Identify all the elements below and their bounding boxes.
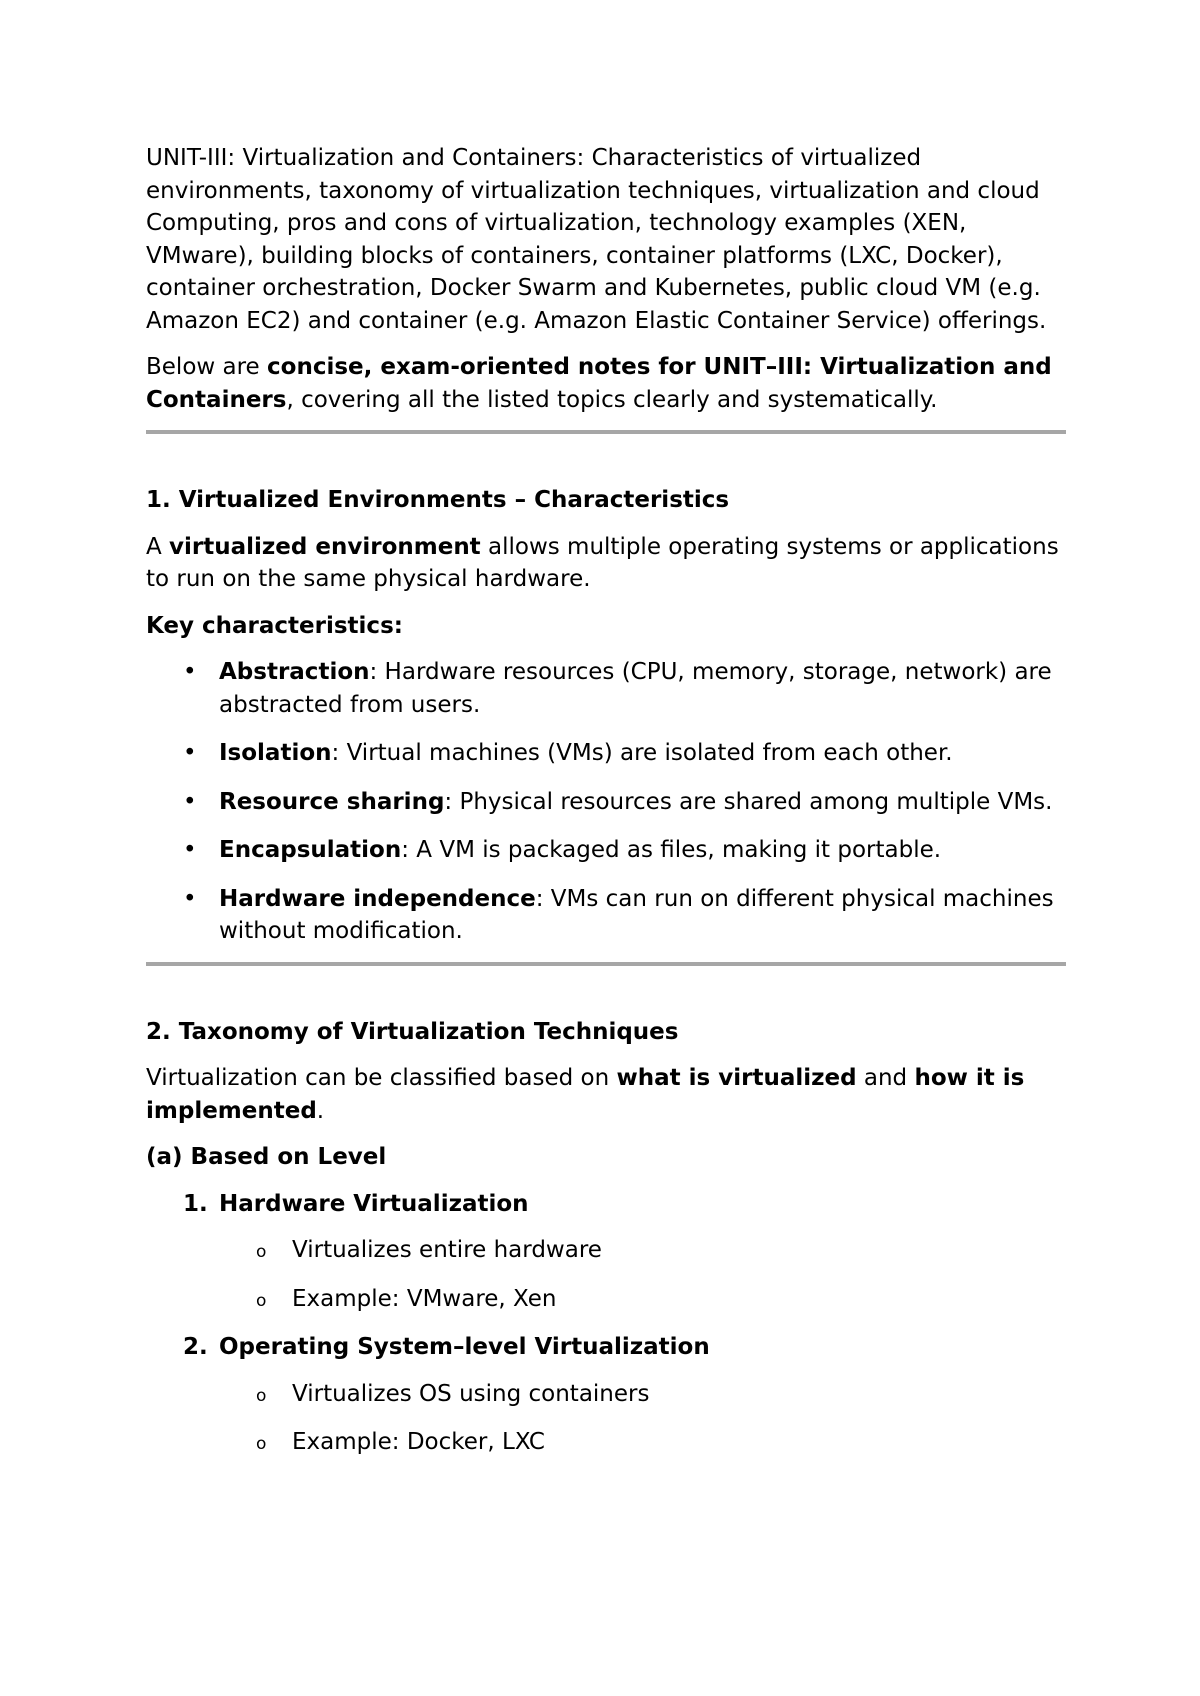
point-text: Virtualizes entire hardware [292,1237,602,1263]
level-title: Hardware Virtualization [219,1190,529,1217]
item-desc: : Physical resources are shared among multiple VMs. [444,788,1053,815]
item-term: Encapsulation [219,837,402,863]
section-1-heading: 1. Virtualized Environments – Characteristics [146,487,730,513]
summary-text: Below are [146,354,268,380]
level-title: Operating System–level Virtualization [219,1334,710,1360]
list-item [146,883,1066,948]
section-2-paragraph [146,1062,1066,1127]
summary-text-end: , covering all the listed topics clearly and systematically. [286,386,938,413]
list-item [146,737,1066,770]
circle-bullet-icon: o [256,1434,267,1454]
para-text-mid: and [856,1065,915,1091]
section-2-heading: 2. Taxonomy of Virtualization Techniques [146,1018,679,1045]
list-item [219,1234,1066,1267]
item-term: Isolation [219,740,332,766]
point-text: Example: Docker, LXC [292,1429,545,1455]
para-bold: virtualized environment [169,533,481,560]
item-desc: : A VM is packaged as files, making it portable. [401,837,942,863]
list-item [219,1378,1066,1411]
levels-list [146,1188,1066,1459]
list-item [146,656,1066,721]
para-bold: how it is implemented [146,1065,1025,1124]
item-desc: : VMs can run on different physical machines without modification. [219,885,1054,944]
para-bold: what is virtualized [616,1065,857,1091]
level-item [146,1188,1066,1316]
document-content [146,142,1066,1475]
level-item [146,1331,1066,1459]
level-points [219,1234,1066,1315]
item-term: Resource sharing [219,788,445,815]
section-1-paragraph [146,531,1066,596]
key-characteristics-label: Key characteristics: [146,612,403,639]
characteristics-list [146,656,1066,948]
level-number: 2. [183,1334,208,1360]
bullet-icon: • [183,740,197,766]
summary-bold: concise, exam-oriented notes for UNIT–III: Virtualization and Containers [146,354,1052,413]
bullet-icon: • [183,659,197,685]
based-on-level-heading: (a) Based on Level [146,1144,387,1170]
point-text: Example: VMware, Xen [292,1285,557,1312]
list-item [146,786,1066,819]
level-points [219,1378,1066,1459]
item-term: Abstraction [219,659,370,685]
list-item [146,834,1066,867]
list-item [219,1426,1066,1459]
horizontal-rule [146,962,1066,966]
syllabus-paragraph: UNIT-III: Virtualization and Containers: Characteristics of virtualized environments, taxonomy of virtualization techniques, virtualization and cloud Computing, pros and cons of virtualization, technology examples (XEN, VMware), building blocks of containers, container platforms (LXC, Docker), container orchestration, Docker Swarm and Kubernetes, public cloud VM (e.g. Amazon EC2) and container (e.g. Amazon Elastic Container Service) offerings. [146,145,1047,334]
level-number: 1. [183,1190,208,1217]
circle-bullet-icon: o [256,1385,267,1406]
list-item [219,1283,1066,1316]
item-desc: : Virtual machines (VMs) are isolated from each other. [331,740,953,766]
horizontal-rule [146,430,1066,434]
para-text-end: allows multiple operating systems or applications to run on the same physical hardware. [146,533,1059,592]
bullet-icon: • [183,837,197,863]
bullet-icon: • [183,885,197,912]
item-term: Hardware independence [219,885,536,912]
para-text: Virtualization can be classified based on [146,1065,617,1091]
para-text: A [146,533,170,560]
point-text: Virtualizes OS using containers [292,1380,650,1407]
item-desc: : Hardware resources (CPU, memory, storage, network) are abstracted from users. [219,659,1052,718]
bullet-icon: • [183,788,197,815]
circle-bullet-icon: o [256,1242,267,1262]
circle-bullet-icon: o [256,1290,267,1311]
para-text-end: . [316,1097,325,1124]
summary-paragraph [146,351,1066,416]
